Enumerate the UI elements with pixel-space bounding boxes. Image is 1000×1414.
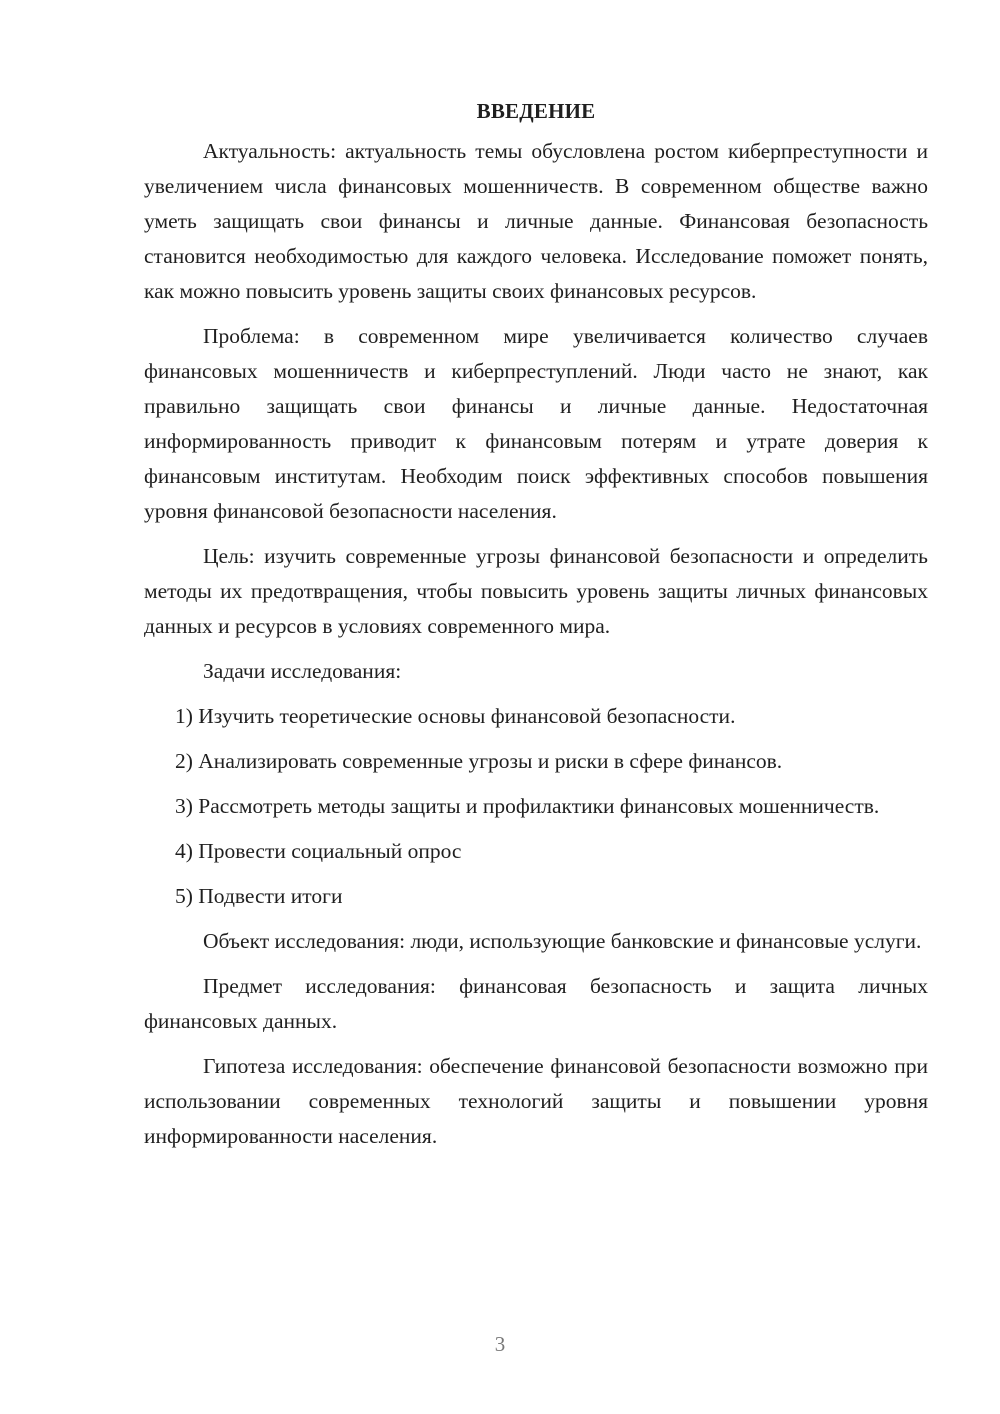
tasks-heading: Задачи исследования: <box>203 659 402 683</box>
subject-paragraph: Предмет исследования: финансовая безопасность и защита личных финансовых данных. <box>144 974 928 1033</box>
hypothesis-paragraph: Гипотеза исследования: обеспечение финансовой безопасности возможно при использовании современных технологий защиты и повышении уровня информированности населения. <box>144 1054 928 1148</box>
task-item: 4) Провести социальный опрос <box>175 839 462 863</box>
relevance-paragraph: Актуальность: актуальность темы обусловлена ростом киберпреступности и увеличением числа финансовых мошенничеств. В современном обществе важно уметь защищать свои финансы и личные данные. Финансовая безопасность становится необходимостью для каждого человека. Исследование поможет понять, как можно повысить уровень защиты своих финансовых ресурсов. <box>144 139 928 303</box>
goal-paragraph: Цель: изучить современные угрозы финансовой безопасности и определить методы их предотвращения, чтобы повысить уровень защиты личных финансовых данных и ресурсов в условиях современного мира. <box>144 544 928 638</box>
page-content <box>144 94 928 1164</box>
task-item: 3) Рассмотреть методы защиты и профилактики финансовых мошенничеств. <box>175 794 880 818</box>
problem-paragraph: Проблема: в современном мире увеличивается количество случаев финансовых мошенничеств и киберпреступлений. Люди часто не знают, как правильно защищать свои финансы и личные данные. Недостаточная информированность приводит к финансовым потерям и утрате доверия к финансовым институтам. Необходим поиск эффективных способов повышения уровня финансовой безопасности населения. <box>144 324 928 523</box>
object-paragraph: Объект исследования: люди, использующие банковские и финансовые услуги. <box>203 929 922 953</box>
task-item: 1) Изучить теоретические основы финансовой безопасности. <box>175 704 736 728</box>
task-item: 2) Анализировать современные угрозы и риски в сфере финансов. <box>175 749 783 773</box>
task-item: 5) Подвести итоги <box>175 884 343 908</box>
page-title: ВВЕДЕНИЕ <box>476 99 596 123</box>
page-number: 3 <box>494 1332 506 1356</box>
